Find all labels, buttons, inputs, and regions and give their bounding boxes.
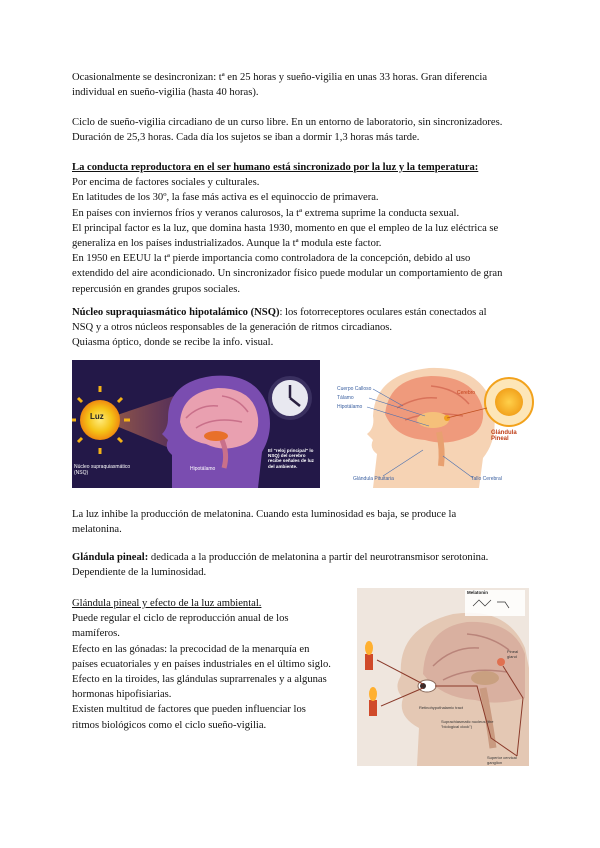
label-corpus-callosum: Cuerpo Calloso: [337, 386, 372, 392]
clock-icon: [270, 378, 310, 418]
section-nsq: [72, 305, 487, 351]
text-line: En países con inviernos fríos y veranos calurosos, la tª extrema suprime la conducta sexual.: [72, 207, 460, 219]
hypothalamus-label: Hipotálamo: [190, 466, 216, 472]
text-line: Duración de 25,3 horas. Cada día los sujetos se iban a dormir 1,3 horas más tarde.: [72, 132, 420, 144]
section-heading: La conducta reproductora en el ser humano está sincronizado por la luz y la temperatura:: [72, 162, 479, 173]
text-line: extendido del aire acondicionado. Un sincronizador físico puede modular un comportamiento de gran: [72, 268, 503, 280]
text-line: El principal factor es la luz, que domina hasta 1930, momento en que el empleo de la luz eléctrica se: [72, 222, 499, 234]
paragraph-light-melatonin: [72, 507, 456, 537]
pineal-anatomy-illustration: [333, 358, 535, 488]
paragraph-free-run: [72, 115, 502, 145]
left-labels: [337, 385, 371, 412]
nsq-label: Núcleo supraquiasmático (NSQ): [74, 464, 131, 476]
text-fragment: dedicada a la producción de melatonina a partir del neurotransmisor serotonina.: [148, 552, 489, 563]
text-line: Ocasionalmente se desincronizan: tª en 25 horas y sueño-vigilia en unas 33 horas. Gran diferencia: [72, 72, 488, 83]
label-scg: Superior cervical ganglion: [487, 755, 517, 765]
text-line: generaliza en los países industrializados. Aunque la tª modula este factor.: [72, 238, 382, 250]
figure-pineal-anatomy: [333, 358, 535, 488]
text-line: Quiasma óptico, donde se recibe la info. visual.: [72, 337, 274, 349]
bold-term: Núcleo supraquiasmático hipotalámico (NSQ): [72, 307, 280, 318]
text-line: [72, 305, 487, 320]
text-line: La luz inhibe la producción de melatonina. Cuando esta luminosidad es baja, se produce la: [72, 509, 457, 520]
text-line: En latitudes de los 30º, la fase más activa es el equinoccio de primavera.: [72, 192, 379, 204]
label-brain: Cerebro: [457, 390, 476, 396]
sun-label: Luz: [90, 412, 104, 421]
melatonin-pathway-illustration: [357, 588, 529, 766]
label-hypothalamus: Hipotálamo: [337, 404, 363, 410]
text-line: En 1950 en EEUU la tª pierde importancia como controladora de la concepción, debido al uso: [72, 253, 471, 265]
text-line: NSQ y a otros núcleos responsables de la generación de ritmos circadianos.: [72, 322, 393, 334]
text-line: ritmos biológicos como el ciclo sueño-vigilia.: [72, 719, 267, 731]
melatonin-title: Melatonin: [467, 590, 488, 595]
label-pituitary: Glándula Pituitaria: [353, 476, 394, 482]
clock-caption: El "reloj principal" lo NSQ) del cerebro recibe señales de luz del ambiente.: [268, 448, 314, 469]
text-line: individual en sueño-vigilia (hasta 40 horas).: [72, 87, 259, 99]
text-line: Existen multitud de factores que pueden influenciar los: [72, 704, 306, 716]
figure-nsq-light: [72, 360, 320, 488]
text-line: repercusión en grandes grupos sociales.: [72, 283, 240, 295]
text-line: hormonas hipofisiarias.: [72, 689, 172, 701]
bold-term: Glándula pineal:: [72, 552, 149, 563]
label-pineal: Glándula Pineal: [491, 430, 517, 442]
section-pineal-gland: [72, 550, 488, 580]
label-brainstem: Tallo Cerebral: [471, 476, 502, 482]
text-line: mamíferos.: [72, 628, 120, 640]
pineal-dot-icon: [497, 658, 505, 666]
text-line: Efecto en la tiroides, las glándulas suprarrenales y a algunas: [72, 674, 327, 686]
text-line: Efecto en las gónadas: la precocidad de la menarquía en: [72, 643, 310, 655]
text-line: Puede regular el ciclo de reproducción anual de los: [72, 613, 289, 625]
figure-melatonin-pathway: [357, 588, 529, 766]
text-line: melatonina.: [72, 524, 122, 536]
label-scn: Suprachiasmatic nucleus (the "biological clock"): [441, 719, 494, 729]
text-line: [72, 550, 488, 565]
text-line: Por encima de factores sociales y culturales.: [72, 177, 260, 189]
text-line: Ciclo de sueño-vigilia circadiano de un curso libre. En un entorno de laboratorio, sin sincronizadores.: [72, 117, 503, 128]
head-silhouette-icon: [162, 376, 270, 488]
text-fragment: : los fotorreceptores oculares están conectados al: [279, 307, 487, 318]
label-rht: Retinohypothalamic tract: [419, 705, 464, 710]
label-thalamus: Tálamo: [337, 395, 354, 401]
paragraph-desync: [72, 70, 487, 100]
section-pineal-ambient-light: [72, 596, 331, 733]
section-reproductive-behavior: [72, 160, 502, 297]
text-line: Dependiente de la luminosidad.: [72, 567, 207, 579]
text-line: países ecuatoriales y en países industriales en el último siglo.: [72, 658, 331, 670]
section-heading: Glándula pineal y efecto de la luz ambiental.: [72, 598, 262, 609]
label-pineal: Pineal gland: [507, 649, 519, 659]
